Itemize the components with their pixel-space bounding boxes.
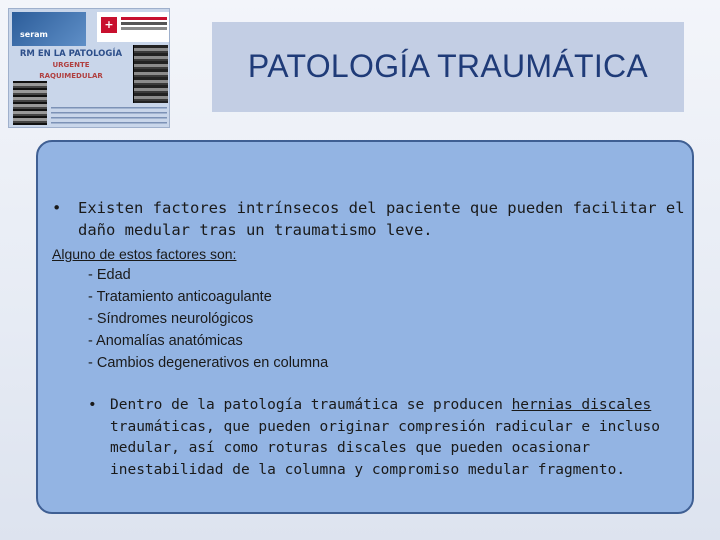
poster-title-line1: RM EN LA PATOLOGÍA	[19, 49, 123, 59]
list-item: - Síndromes neurológicos	[88, 311, 254, 327]
poster-title-line3: RAQUIMEDULAR	[39, 72, 103, 80]
poster-title-line2: URGENTE	[52, 61, 90, 69]
hospital-logo	[97, 12, 169, 42]
bullet-dot: •	[88, 397, 97, 413]
bullet-dot: •	[52, 199, 62, 217]
title-box	[212, 22, 684, 112]
bullet-text	[110, 395, 678, 481]
list-item: - Tratamiento anticoagulante	[88, 289, 272, 305]
bullet-text-before: Dentro de la patología traumática se producen	[110, 397, 512, 413]
bullet-text-after: traumáticas, que pueden originar compresión radicular e incluso medular, así como roturas discales que pueden ocasionar inestabilidad de la columna y compromiso medular fragmento.	[110, 418, 660, 478]
spine-mri-image	[133, 45, 168, 103]
slide-title: PATOLOGÍA TRAUMÁTICA	[247, 48, 649, 84]
spine-mri-image-small	[13, 81, 47, 125]
factors-lead: Alguno de estos factores son:	[52, 246, 237, 262]
bullet-disc-herniation	[88, 395, 678, 481]
bullet-intrinsic-factors	[52, 197, 692, 241]
list-item: - Edad	[88, 267, 131, 283]
seram-logo-text: seram	[20, 30, 48, 39]
poster-authors-block	[51, 107, 167, 127]
bullet-text-underlined: hernias discales	[511, 397, 652, 413]
list-item: - Cambios degenerativos en columna	[88, 355, 329, 371]
factors-list	[88, 264, 328, 374]
list-item: - Anomalías anatómicas	[88, 333, 243, 349]
poster-thumbnail	[8, 8, 170, 128]
hospital-cross-icon: +	[101, 17, 117, 33]
bullet-text: Existen factores intrínsecos del paciente que pueden facilitar el daño medular tras un traumatismo leve.	[78, 199, 685, 239]
seram-logo	[12, 12, 86, 46]
hospital-logo-lines	[121, 17, 167, 20]
poster-title	[13, 49, 129, 82]
